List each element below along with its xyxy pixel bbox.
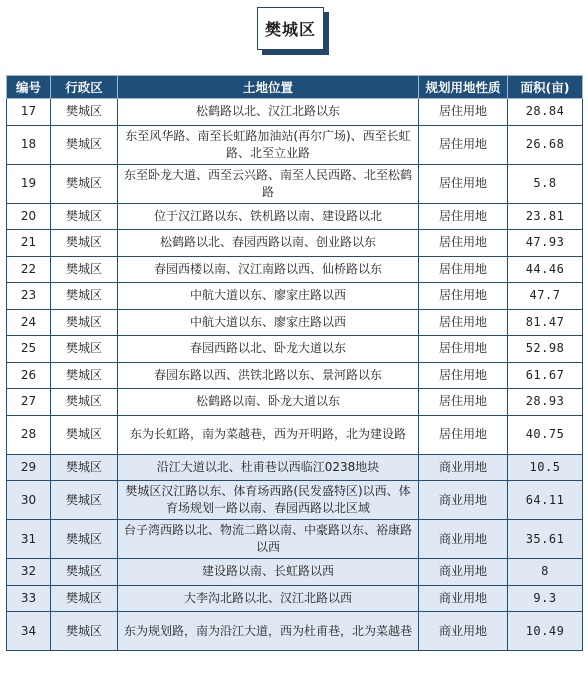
cell-number: 28 xyxy=(7,415,51,454)
cell-number: 26 xyxy=(7,362,51,389)
cell-land-use: 居住用地 xyxy=(419,203,508,230)
table-row xyxy=(7,125,583,164)
table-row xyxy=(7,362,583,389)
header-number: 编号 xyxy=(7,76,51,99)
cell-area: 10.5 xyxy=(508,454,583,481)
cell-land-use: 商业用地 xyxy=(419,481,508,520)
cell-number: 22 xyxy=(7,256,51,283)
cell-location: 松鹤路以北、汉江北路以东 xyxy=(118,99,419,126)
cell-number: 25 xyxy=(7,336,51,363)
table-row xyxy=(7,481,583,520)
cell-area: 5.8 xyxy=(508,164,583,203)
cell-district: 樊城区 xyxy=(51,585,118,612)
cell-district: 樊城区 xyxy=(51,415,118,454)
cell-location: 位于汉江路以东、铁机路以南、建设路以北 xyxy=(118,203,419,230)
cell-land-use: 居住用地 xyxy=(419,362,508,389)
cell-location: 东至卧龙大道、西至云兴路、南至人民西路、北至松鹤路 xyxy=(118,164,419,203)
cell-district: 樊城区 xyxy=(51,612,118,651)
cell-land-use: 居住用地 xyxy=(419,125,508,164)
cell-area: 47.7 xyxy=(508,283,583,310)
header-location: 土地位置 xyxy=(118,76,419,99)
table-row xyxy=(7,283,583,310)
cell-district: 樊城区 xyxy=(51,389,118,416)
cell-area: 64.11 xyxy=(508,481,583,520)
cell-location: 春园西路以北、卧龙大道以东 xyxy=(118,336,419,363)
cell-land-use: 商业用地 xyxy=(419,520,508,559)
cell-location: 东为长虹路，南为菜越巷，西为开明路，北为建设路 xyxy=(118,415,419,454)
cell-district: 樊城区 xyxy=(51,481,118,520)
cell-area: 10.49 xyxy=(508,612,583,651)
cell-location: 春园西楼以南、汉江南路以西、仙桥路以东 xyxy=(118,256,419,283)
table-row xyxy=(7,612,583,651)
cell-number: 30 xyxy=(7,481,51,520)
cell-land-use: 商业用地 xyxy=(419,612,508,651)
table-row xyxy=(7,389,583,416)
table-row xyxy=(7,585,583,612)
title-badge xyxy=(257,7,329,55)
cell-number: 17 xyxy=(7,99,51,126)
cell-area: 47.93 xyxy=(508,230,583,257)
cell-district: 樊城区 xyxy=(51,99,118,126)
header-area: 面积(亩) xyxy=(508,76,583,99)
cell-location: 东为规划路，南为沿江大道，西为杜甫巷，北为菜越巷 xyxy=(118,612,419,651)
cell-land-use: 居住用地 xyxy=(419,230,508,257)
header-land-use: 规划用地性质 xyxy=(419,76,508,99)
cell-location: 松鹤路以南、卧龙大道以东 xyxy=(118,389,419,416)
table-row xyxy=(7,309,583,336)
cell-district: 樊城区 xyxy=(51,336,118,363)
cell-location: 东至风华路、南至长虹路加油站(再尔广场)、西至长虹路、北至立业路 xyxy=(118,125,419,164)
cell-location: 沿江大道以北、杜甫巷以西临江0238地块 xyxy=(118,454,419,481)
cell-area: 81.47 xyxy=(508,309,583,336)
cell-land-use: 商业用地 xyxy=(419,454,508,481)
cell-area: 35.61 xyxy=(508,520,583,559)
cell-location: 台子湾西路以北、物流二路以南、中豪路以东、裕康路以西 xyxy=(118,520,419,559)
cell-number: 32 xyxy=(7,559,51,586)
cell-district: 樊城区 xyxy=(51,454,118,481)
cell-land-use: 商业用地 xyxy=(419,585,508,612)
cell-number: 23 xyxy=(7,283,51,310)
cell-land-use: 居住用地 xyxy=(419,99,508,126)
cell-location: 中航大道以东、廖家庄路以西 xyxy=(118,283,419,310)
cell-district: 樊城区 xyxy=(51,309,118,336)
table-header-row xyxy=(7,76,583,99)
table-row xyxy=(7,99,583,126)
cell-number: 24 xyxy=(7,309,51,336)
cell-district: 樊城区 xyxy=(51,256,118,283)
cell-area: 28.93 xyxy=(508,389,583,416)
cell-location: 樊城区汉江路以东、体育场西路(民发盛特区)以西、体育场规划一路以南、春园西路以北区域 xyxy=(118,481,419,520)
table-row xyxy=(7,454,583,481)
cell-location: 大李沟北路以北、汉江北路以西 xyxy=(118,585,419,612)
cell-land-use: 居住用地 xyxy=(419,389,508,416)
land-table xyxy=(6,75,583,651)
cell-number: 29 xyxy=(7,454,51,481)
cell-land-use: 居住用地 xyxy=(419,256,508,283)
cell-area: 40.75 xyxy=(508,415,583,454)
cell-land-use: 居住用地 xyxy=(419,336,508,363)
table-body xyxy=(7,99,583,651)
cell-number: 21 xyxy=(7,230,51,257)
cell-area: 44.46 xyxy=(508,256,583,283)
cell-number: 19 xyxy=(7,164,51,203)
table-row xyxy=(7,256,583,283)
cell-area: 28.84 xyxy=(508,99,583,126)
cell-district: 樊城区 xyxy=(51,203,118,230)
cell-land-use: 居住用地 xyxy=(419,309,508,336)
table-row xyxy=(7,336,583,363)
cell-land-use: 居住用地 xyxy=(419,283,508,310)
header-district: 行政区 xyxy=(51,76,118,99)
cell-district: 樊城区 xyxy=(51,125,118,164)
cell-location: 春园东路以西、洪铁北路以东、景河路以东 xyxy=(118,362,419,389)
table-row xyxy=(7,164,583,203)
cell-district: 樊城区 xyxy=(51,164,118,203)
cell-land-use: 居住用地 xyxy=(419,415,508,454)
cell-district: 樊城区 xyxy=(51,362,118,389)
cell-number: 34 xyxy=(7,612,51,651)
cell-number: 33 xyxy=(7,585,51,612)
cell-land-use: 居住用地 xyxy=(419,164,508,203)
cell-location: 建设路以南、长虹路以西 xyxy=(118,559,419,586)
cell-number: 27 xyxy=(7,389,51,416)
cell-district: 樊城区 xyxy=(51,283,118,310)
cell-district: 樊城区 xyxy=(51,559,118,586)
cell-number: 18 xyxy=(7,125,51,164)
cell-area: 52.98 xyxy=(508,336,583,363)
cell-area: 26.68 xyxy=(508,125,583,164)
table-row xyxy=(7,415,583,454)
table-row xyxy=(7,520,583,559)
cell-land-use: 商业用地 xyxy=(419,559,508,586)
cell-area: 23.81 xyxy=(508,203,583,230)
table-row xyxy=(7,203,583,230)
cell-area: 61.67 xyxy=(508,362,583,389)
cell-location: 中航大道以东、廖家庄路以西 xyxy=(118,309,419,336)
cell-location: 松鹤路以北、春园西路以南、创业路以东 xyxy=(118,230,419,257)
cell-number: 31 xyxy=(7,520,51,559)
cell-district: 樊城区 xyxy=(51,520,118,559)
cell-area: 8 xyxy=(508,559,583,586)
cell-area: 9.3 xyxy=(508,585,583,612)
table-row xyxy=(7,230,583,257)
cell-number: 20 xyxy=(7,203,51,230)
cell-district: 樊城区 xyxy=(51,230,118,257)
table-row xyxy=(7,559,583,586)
page-title: 樊城区 xyxy=(257,7,324,50)
